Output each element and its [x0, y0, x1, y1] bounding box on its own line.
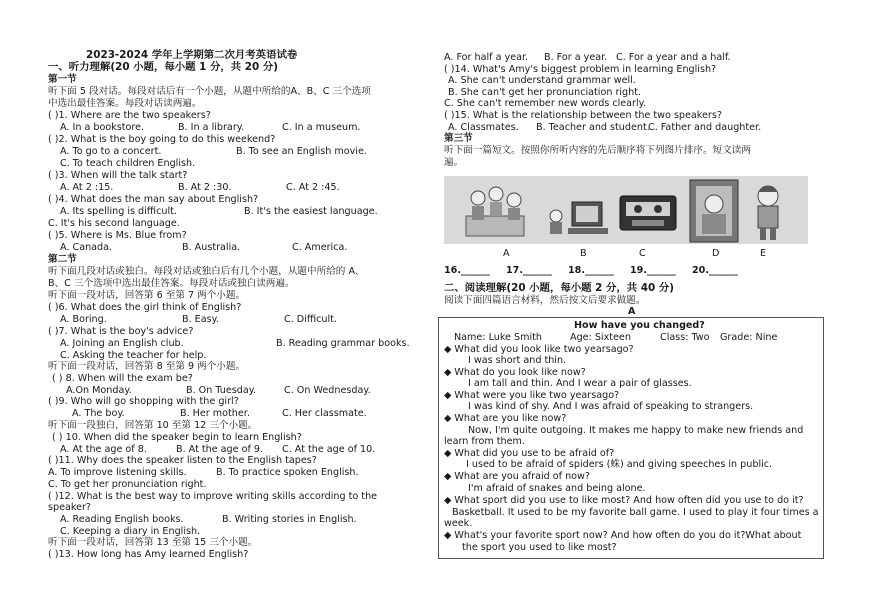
q12-option-c: C. Keeping a diary in English.	[60, 526, 201, 537]
exam-title: 2023-2024 学年上学期第二次月考英语试卷	[86, 49, 298, 61]
passage-line: ◆ What were you like two yearsago?	[444, 390, 620, 401]
question-5: ( )5. Where is Ms. Blue from?	[48, 230, 187, 241]
passage-line: I was kind of shy. And I was afraid of speaking to strangers.	[468, 401, 754, 412]
info-name: Name: Luke Smith	[454, 332, 542, 343]
question-3: ( )3. When will the talk start?	[48, 170, 188, 181]
q2-option-a: A. To go to a concert.	[60, 146, 162, 157]
answer-blank-17[interactable]: 17.______	[506, 265, 552, 276]
q2-option-b: B. To see an English movie.	[236, 146, 367, 157]
part3-instruction: 听下面一篇短文。按照你所听内容的先后顺序将下列图片排序。短文读两	[444, 145, 751, 156]
q11-option-c: C. To get her pronunciation right.	[48, 479, 207, 490]
question-12-cont: speaker?	[48, 502, 92, 513]
passage-line: learn from them.	[444, 436, 525, 447]
passage-line: I am tall and thin. And I wear a pair of glasses.	[468, 378, 692, 389]
picture-strip	[444, 176, 808, 244]
passage-line: the sport you used to like most?	[462, 542, 617, 553]
question-10: ( ) 10. When did the speaker begin to learn English?	[52, 432, 302, 443]
question-2: ( )2. What is the boy going to do this weekend?	[48, 134, 276, 145]
q12-option-a: A. Reading English books.	[60, 514, 184, 525]
q8-option-a: A.On Monday.	[66, 385, 132, 396]
passage-line: ◆ What's your favorite sport now? And how often do you do it?What about	[444, 530, 802, 541]
picture-b-tv	[550, 202, 608, 234]
q11-option-b: B. To practice spoken English.	[216, 467, 359, 478]
q12-option-b: B. Writing stories in English.	[222, 514, 357, 525]
reading-instruction: 阅读下面四篇语言材料，然后按文后要求做题。	[444, 295, 646, 306]
part1-instruction-cont: 中选出最佳答案。每段对话读两遍。	[48, 98, 202, 109]
q7-option-c: C. Asking the teacher for help.	[60, 350, 207, 361]
q3-option-b: B. At 2 :30.	[178, 182, 232, 193]
question-1: ( )1. Where are the two speakers?	[48, 110, 211, 121]
dialog-instruction-13-15: 听下面一段对话，回答第 13 至第 15 三个小题。	[48, 537, 258, 548]
q10-option-b: B. At the age of 9.	[176, 444, 264, 455]
passage-line: I'm afraid of snakes and being alone.	[468, 483, 646, 494]
passage-line: ◆ What did you use to be afraid of?	[444, 448, 615, 459]
q6-option-b: B. Easy.	[182, 314, 219, 325]
picture-e-girl	[758, 186, 778, 240]
q14-option-b: B. She can't get her pronunciation right.	[448, 87, 642, 98]
passage-title: How have you changed?	[574, 320, 705, 331]
q3-option-a: A. At 2 :15.	[60, 182, 114, 193]
passage-line: Now, I'm quite outgoing. It makes me happy to make new friends and	[468, 425, 804, 436]
passage-line: I was short and thin.	[468, 355, 567, 366]
question-14: ( )14. What's Amy's biggest problem in learning English?	[444, 64, 717, 75]
part3-heading: 第三节	[444, 133, 473, 144]
q6-option-c: C. Difficult.	[284, 314, 337, 325]
part2-instruction-cont: B、C 三个选项中选出最佳答案。每段对话或独白读两遍。	[48, 278, 295, 289]
question-7: ( )7. What is the boy's advice?	[48, 326, 194, 337]
question-13: ( )13. How long has Amy learned English?	[48, 549, 249, 560]
passage-line: ◆ What are you like now?	[444, 413, 567, 424]
picture-label-e: E	[760, 248, 767, 259]
picture-c-cassette	[620, 196, 676, 230]
q10-option-c: C. At the age of 10.	[282, 444, 376, 455]
picture-strip-art	[444, 176, 808, 244]
dialog-instruction-6-7: 听下面一段对话，回答第 6 至第 7 两个小题。	[48, 290, 246, 301]
answer-blank-19[interactable]: 19.______	[630, 265, 676, 276]
info-class: Class: Two	[660, 332, 710, 343]
q11-option-a: A. To improve listening skills.	[48, 467, 187, 478]
part1-instruction: 听下面 5 段对话。每段对话后有一个小题，从题中所给的A、B、C 三个选项	[48, 86, 371, 97]
passage-label: A	[628, 306, 636, 317]
q1-option-a: A. In a bookstore.	[60, 122, 145, 133]
picture-label-d: D	[712, 248, 720, 259]
passage-line: week.	[444, 518, 473, 529]
picture-d-window	[690, 180, 738, 242]
q1-option-b: B. In a library.	[178, 122, 245, 133]
q9-option-c: C. Her classmate.	[282, 408, 367, 419]
question-4: ( )4. What does the man say about English?	[48, 194, 259, 205]
q5-option-c: C. America.	[292, 242, 348, 253]
dialog-instruction-8-9: 听下面一段对话，回答第 8 至第 9 两个小题。	[48, 361, 246, 372]
q15-option-b: B. Teacher and student.	[536, 122, 650, 133]
q5-option-b: B. Australia.	[182, 242, 241, 253]
section-reading-heading: 二、阅读理解(20 小题，每小题 2 分，共 40 分)	[444, 282, 674, 294]
q15-option-c: C. Father and daughter.	[648, 122, 762, 133]
q13-option-c: C. For a year and a half.	[616, 52, 731, 63]
passage-line: ◆ What sport did you use to like most? And how often did you use to do it?	[444, 495, 804, 506]
part1-heading: 第一节	[48, 74, 77, 85]
q9-option-b: B. Her mother.	[180, 408, 250, 419]
part3-instruction-cont: 遍。	[444, 157, 464, 168]
passage-line: ◆ What do you look like now?	[444, 367, 586, 378]
q4-option-c: C. It's his second language.	[48, 218, 180, 229]
q8-option-b: B. On Tuesday.	[186, 385, 257, 396]
passage-line: I used to be afraid of spiders (蛛) and giving speeches in public.	[466, 459, 773, 470]
info-grade: Grade: Nine	[720, 332, 778, 343]
question-8: ( ) 8. When will the exam be?	[52, 373, 193, 384]
picture-label-a: A	[503, 248, 510, 259]
q9-option-a: A. The boy.	[72, 408, 125, 419]
passage-line: ◆ What are you afraid of now?	[444, 471, 590, 482]
picture-a-students	[466, 187, 524, 236]
q8-option-c: C. On Wednesday.	[284, 385, 371, 396]
q7-option-a: A. Joining an English club.	[60, 338, 184, 349]
q2-option-c: C. To teach children English.	[60, 158, 196, 169]
q6-option-a: A. Boring.	[60, 314, 107, 325]
monologue-instruction-10-12: 听下面一段独白，回答第 10 至第 12 三个小题。	[48, 420, 258, 431]
answer-blank-18[interactable]: 18.______	[568, 265, 614, 276]
part2-instruction: 听下面几段对话或独白。每段对话或独白后有几个小题，从题中所给的 A、	[48, 266, 365, 277]
passage-line: ◆ What did you look like two yearsago?	[444, 344, 634, 355]
picture-label-c: C	[639, 248, 646, 259]
q10-option-a: A. At the age of 8.	[60, 444, 147, 455]
passage-line: Basketball. It used to be my favorite ball game. I used to play it four times a	[452, 507, 819, 518]
q1-option-c: C. In a museum.	[282, 122, 361, 133]
q13-option-b: B. For a year.	[544, 52, 608, 63]
q3-option-c: C. At 2 :45.	[286, 182, 340, 193]
question-12: ( )12. What is the best way to improve writing skills according to the	[48, 491, 378, 502]
section-listening-heading: 一、听力理解(20 小题，每小题 1 分，共 20 分)	[48, 61, 278, 73]
question-9: ( )9. Who will go shopping with the girl?	[48, 396, 239, 407]
picture-label-b: B	[580, 248, 587, 259]
q15-option-a: A. Classmates.	[448, 122, 519, 133]
question-6: ( )6. What does the girl think of English?	[48, 302, 242, 313]
q13-option-a: A. For half a year.	[444, 52, 529, 63]
info-age: Age: Sixteen	[570, 332, 631, 343]
q7-option-b: B. Reading grammar books.	[276, 338, 410, 349]
part2-heading: 第二节	[48, 254, 77, 265]
q4-option-a: A. Its spelling is difficult.	[60, 206, 177, 217]
answer-blank-16[interactable]: 16.______	[444, 265, 490, 276]
q4-option-b: B. It's the easiest language.	[244, 206, 378, 217]
answer-blank-20[interactable]: 20.______	[692, 265, 738, 276]
question-15: ( )15. What is the relationship between the two speakers?	[444, 110, 722, 121]
q14-option-c: C. She can't remember new words clearly.	[444, 98, 647, 109]
q14-option-a: A. She can't understand grammar well.	[448, 75, 636, 86]
question-11: ( )11. Why does the speaker listen to the English tapes?	[48, 455, 317, 466]
q5-option-a: A. Canada.	[60, 242, 113, 253]
